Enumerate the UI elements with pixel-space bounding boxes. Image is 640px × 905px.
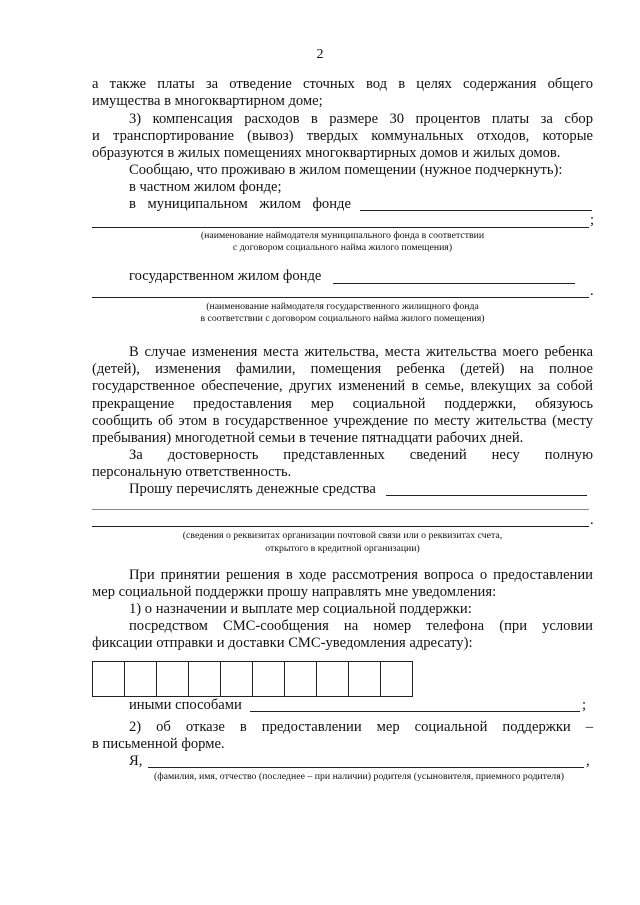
bank-details-field-line3[interactable] (92, 526, 589, 527)
text-line: образуются в жилых помещениях многоквартирных домов и жилых домов. (92, 145, 561, 161)
phone-digit-box[interactable] (93, 662, 125, 696)
comma: , (586, 753, 590, 769)
phone-digit-box[interactable] (189, 662, 221, 696)
bank-details-field-line2[interactable] (92, 509, 589, 510)
period: . (590, 512, 594, 528)
bank-details-field[interactable] (386, 495, 587, 496)
semicolon: ; (590, 212, 595, 228)
text-line: и транспортирование (вывоз) твердых коммунальных отходов, которые (92, 128, 593, 144)
text-line: посредством СМС-сообщения на номер телефона (при условии (129, 618, 593, 634)
text-line: За достоверность представленных сведений несу полную (129, 447, 593, 463)
text-line: фиксации отправки и доставки СМС-уведомления адресату): (92, 635, 473, 651)
caption: открытого в кредитной организации) (265, 543, 420, 554)
text-line: мер социальной поддержки прошу направлять мне уведомления: (92, 584, 497, 600)
phone-digit-box[interactable] (349, 662, 381, 696)
phone-number-grid[interactable] (92, 661, 413, 697)
municipal-fund-field-line2[interactable] (92, 227, 589, 228)
text-line: в письменной форме. (92, 736, 225, 752)
text-line: имущества в многоквартирном доме; (92, 93, 323, 109)
municipal-fund-field[interactable] (360, 210, 592, 211)
text-line: В случае изменения места жительства, места жительства моего ребенка (129, 344, 593, 360)
phone-digit-box[interactable] (317, 662, 349, 696)
text-line: Я, (129, 753, 143, 769)
phone-digit-box[interactable] (381, 662, 412, 696)
text-line: Сообщаю, что проживаю в жилом помещении (нужное подчеркнуть): (129, 162, 563, 178)
period: . (590, 283, 594, 299)
caption: (наименование наймодателя муниципального фонда в соответствии (200, 230, 485, 241)
caption: (фамилия, имя, отчество (последнее – при наличии) родителя (усыновителя, приемного родителя) (154, 771, 564, 782)
other-methods-field[interactable] (250, 711, 580, 712)
phone-digit-box[interactable] (125, 662, 157, 696)
caption: (сведения о реквизитах организации почтовой связи или о реквизитах счета, (182, 530, 503, 541)
text-line: государственном жилом фонде (129, 268, 322, 284)
text-line: иными способами (129, 697, 242, 713)
caption: с договором социального найма жилого помещения) (232, 242, 453, 253)
state-fund-field[interactable] (333, 283, 575, 284)
semicolon: ; (582, 697, 587, 713)
text-line: в частном жилом фонде; (129, 179, 282, 195)
text-line: государственное обеспечение, других изменений в семье, влекущих за собой (92, 378, 593, 394)
phone-digit-box[interactable] (221, 662, 253, 696)
text-line: пребывания) многодетной семьи в течение пятнадцати рабочих дней. (92, 430, 524, 446)
phone-digit-box[interactable] (253, 662, 285, 696)
state-fund-field-line2[interactable] (92, 297, 589, 298)
text-line: 3) компенсация расходов в размере 30 процентов платы за сбор (129, 111, 593, 127)
phone-digit-box[interactable] (157, 662, 189, 696)
text-line: (детей), изменения фамилии, помещения ребенка (детей) на полное (92, 361, 593, 377)
text-line: прекращение предоставления мер социальной поддержки, обязуюсь (92, 396, 593, 412)
text-line: в муниципальном жилом фонде (129, 196, 351, 212)
text-line: персональную ответственность. (92, 464, 292, 480)
text-line: 2) об отказе в предоставлении мер социальной поддержки – (129, 719, 593, 735)
text-line: сообщить об этом в государственное учреждение по месту жительства (месту (92, 413, 593, 429)
parent-name-field[interactable] (148, 767, 584, 768)
text-line: 1) о назначении и выплате мер социальной поддержки: (129, 601, 472, 617)
page-number: 2 (316, 47, 324, 62)
text-line: Прошу перечислять денежные средства (129, 481, 376, 497)
phone-digit-box[interactable] (285, 662, 317, 696)
caption: в соответствии с договором социального найма жилого помещения) (200, 313, 485, 324)
text-line: а также платы за отведение сточных вод в целях содержания общего (92, 76, 593, 92)
caption: (наименование наймодателя государственного жилищного фонда (206, 301, 479, 312)
text-line: При принятии решения в ходе рассмотрения вопроса о предоставлении (129, 567, 593, 583)
